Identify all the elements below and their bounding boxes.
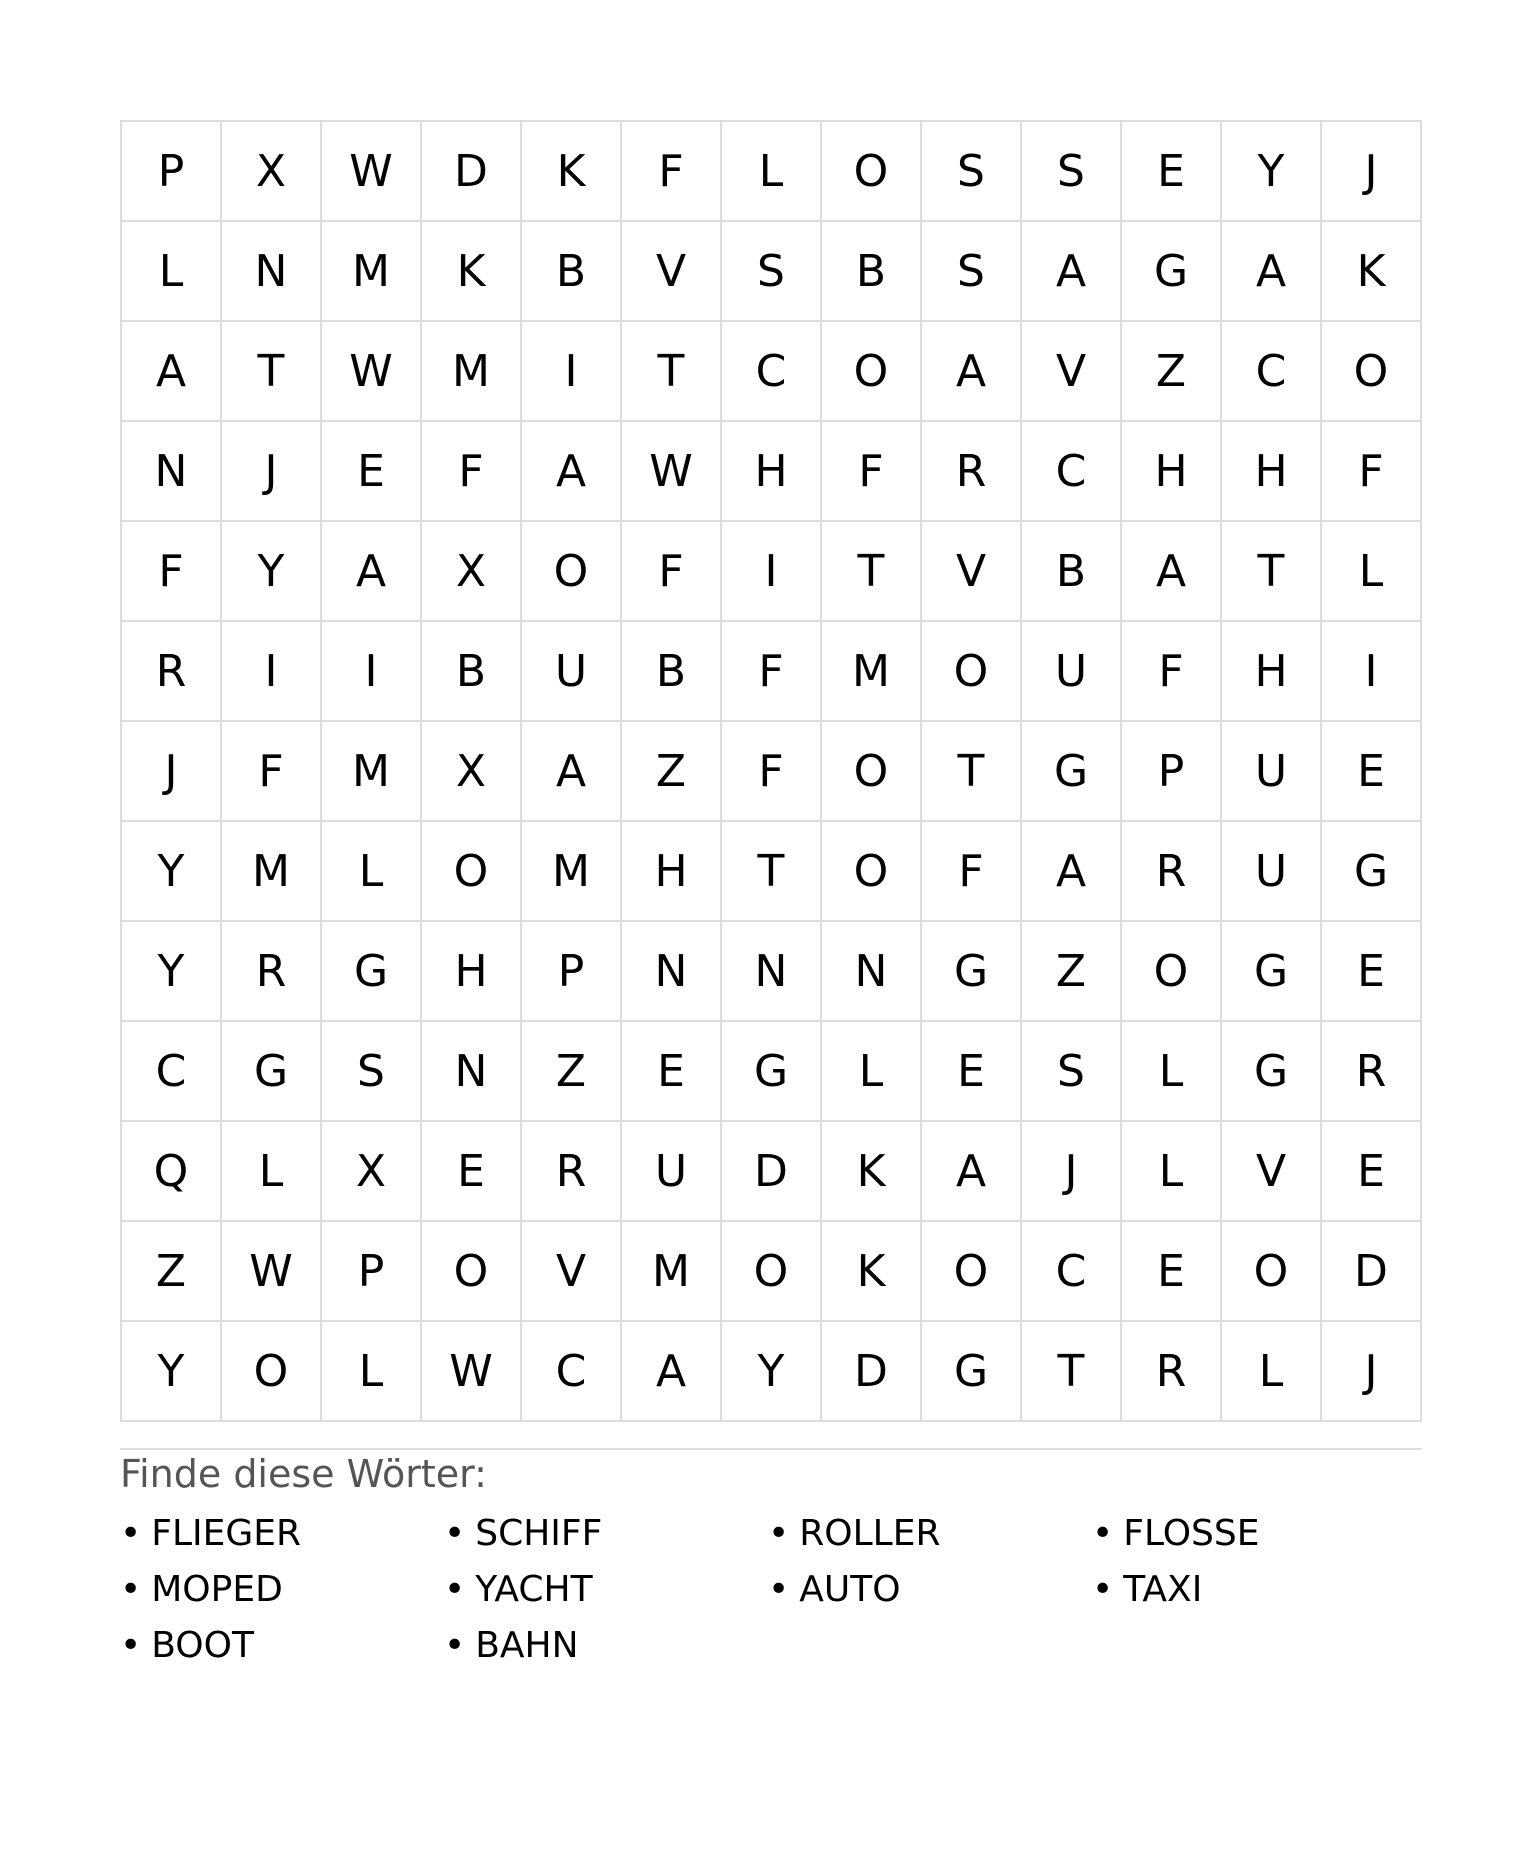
grid-cell[interactable]: Y xyxy=(1222,122,1322,222)
bullet-icon: • xyxy=(444,1569,466,1610)
bullet-icon: • xyxy=(444,1625,466,1666)
grid-cell[interactable]: X xyxy=(222,122,322,222)
grid-cell[interactable]: I xyxy=(322,622,422,722)
grid-cell[interactable]: P xyxy=(322,1222,422,1322)
word-label: BOOT xyxy=(151,1625,254,1666)
grid-cell[interactable]: N xyxy=(222,222,322,322)
grid-cell[interactable]: O xyxy=(422,822,522,922)
grid-cell[interactable]: H xyxy=(422,922,522,1022)
grid-cell[interactable]: K xyxy=(1322,222,1422,322)
grid-cell[interactable]: U xyxy=(1222,722,1322,822)
bullet-icon: • xyxy=(1092,1513,1114,1554)
grid-cell[interactable]: T xyxy=(622,322,722,422)
grid-cell[interactable]: F xyxy=(922,822,1022,922)
grid-cell[interactable]: E xyxy=(1322,1122,1422,1222)
grid-cell[interactable]: O xyxy=(822,722,922,822)
bullet-icon: • xyxy=(120,1625,142,1666)
grid-cell[interactable]: Z xyxy=(122,1222,222,1322)
word-list xyxy=(120,1510,1422,1678)
grid-cell[interactable]: A xyxy=(1122,522,1222,622)
grid-cell[interactable]: G xyxy=(1222,922,1322,1022)
grid-cell[interactable]: K xyxy=(822,1122,922,1222)
grid-cell[interactable]: C xyxy=(1022,422,1122,522)
grid-cell[interactable]: H xyxy=(1222,422,1322,522)
grid-cell[interactable]: R xyxy=(222,922,322,1022)
grid-cell[interactable]: O xyxy=(822,822,922,922)
grid-cell[interactable]: G xyxy=(322,922,422,1022)
grid-cell[interactable]: G xyxy=(922,922,1022,1022)
grid-cell[interactable]: S xyxy=(322,1022,422,1122)
grid-cell[interactable]: M xyxy=(522,822,622,922)
grid-cell[interactable]: L xyxy=(1222,1322,1322,1422)
grid-cell[interactable]: M xyxy=(822,622,922,722)
grid-cell[interactable]: K xyxy=(822,1222,922,1322)
word-label: SCHIFF xyxy=(475,1513,603,1554)
grid-cell[interactable]: R xyxy=(1322,1022,1422,1122)
grid-cell[interactable]: V xyxy=(622,222,722,322)
grid-cell[interactable]: O xyxy=(422,1222,522,1322)
grid-cell[interactable]: T xyxy=(722,822,822,922)
grid-cell[interactable]: Y xyxy=(122,822,222,922)
grid-cell[interactable]: O xyxy=(922,622,1022,722)
grid-cell[interactable]: F xyxy=(622,122,722,222)
word-list-item xyxy=(120,1622,444,1678)
grid-cell[interactable]: J xyxy=(1022,1122,1122,1222)
grid-cell[interactable]: A xyxy=(922,1122,1022,1222)
grid-cell[interactable]: E xyxy=(322,422,422,522)
grid-cell[interactable]: I xyxy=(522,322,622,422)
grid-cell[interactable]: I xyxy=(222,622,322,722)
grid-cell[interactable]: L xyxy=(822,1022,922,1122)
grid-cell[interactable]: E xyxy=(422,1122,522,1222)
grid-cell[interactable]: L xyxy=(322,822,422,922)
word-label: MOPED xyxy=(151,1569,283,1610)
word-list-item xyxy=(444,1566,768,1622)
grid-cell[interactable]: F xyxy=(1122,622,1222,722)
grid-cell[interactable]: P xyxy=(522,922,622,1022)
grid-cell[interactable]: W xyxy=(222,1222,322,1322)
grid-cell[interactable]: E xyxy=(922,1022,1022,1122)
grid-cell[interactable]: M xyxy=(222,822,322,922)
bullet-icon: • xyxy=(768,1569,790,1610)
letter-grid xyxy=(120,120,1422,1422)
grid-cell[interactable]: W xyxy=(322,322,422,422)
grid-cell[interactable]: H xyxy=(1122,422,1222,522)
grid-cell[interactable]: H xyxy=(1222,622,1322,722)
bullet-icon: • xyxy=(768,1513,790,1554)
word-list-item xyxy=(444,1510,768,1566)
grid-cell[interactable]: N xyxy=(622,922,722,1022)
grid-cell[interactable]: U xyxy=(1222,822,1322,922)
word-label: BAHN xyxy=(475,1625,579,1666)
grid-cell[interactable]: K xyxy=(422,222,522,322)
grid-cell[interactable]: P xyxy=(122,122,222,222)
grid-cell[interactable]: J xyxy=(1322,1322,1422,1422)
grid-cell[interactable]: F xyxy=(822,422,922,522)
word-label: ROLLER xyxy=(799,1513,941,1554)
grid-cell[interactable]: V xyxy=(922,522,1022,622)
grid-cell[interactable]: Y xyxy=(222,522,322,622)
grid-cell[interactable]: W xyxy=(622,422,722,522)
grid-cell[interactable]: T xyxy=(222,322,322,422)
grid-cell[interactable]: H xyxy=(622,822,722,922)
grid-cell[interactable]: E xyxy=(1322,922,1422,1022)
grid-cell[interactable]: J xyxy=(222,422,322,522)
grid-cell[interactable]: S xyxy=(1022,122,1122,222)
grid-cell[interactable]: A xyxy=(122,322,222,422)
grid-cell[interactable]: Z xyxy=(522,1022,622,1122)
grid-cell[interactable]: L xyxy=(1122,1122,1222,1222)
grid-cell[interactable]: E xyxy=(1322,722,1422,822)
grid-cell[interactable]: I xyxy=(1322,622,1422,722)
bullet-icon: • xyxy=(120,1513,142,1554)
grid-cell[interactable]: F xyxy=(622,522,722,622)
word-list-heading: Finde diese Wörter: xyxy=(120,1452,487,1496)
grid-cell[interactable]: A xyxy=(622,1322,722,1422)
grid-cell[interactable]: F xyxy=(722,622,822,722)
word-list-item xyxy=(768,1566,1092,1622)
word-label: TAXI xyxy=(1123,1569,1203,1610)
grid-cell[interactable]: T xyxy=(1022,1322,1122,1422)
grid-cell[interactable]: S xyxy=(1022,1022,1122,1122)
grid-cell[interactable]: C xyxy=(722,322,822,422)
grid-cell[interactable]: O xyxy=(1222,1222,1322,1322)
grid-cell[interactable]: Y xyxy=(722,1322,822,1422)
grid-cell[interactable]: Y xyxy=(122,922,222,1022)
grid-cell[interactable]: R xyxy=(522,1122,622,1222)
grid-cell[interactable]: W xyxy=(422,1322,522,1422)
grid-cell[interactable]: K xyxy=(522,122,622,222)
grid-cell[interactable]: A xyxy=(522,422,622,522)
grid-cell[interactable]: E xyxy=(1122,122,1222,222)
grid-cell[interactable]: B xyxy=(1022,522,1122,622)
grid-cell[interactable]: R xyxy=(1122,1322,1222,1422)
grid-cell[interactable]: G xyxy=(1322,822,1422,922)
grid-cell[interactable]: P xyxy=(1122,722,1222,822)
grid-cell[interactable]: C xyxy=(122,1022,222,1122)
grid-cell[interactable]: U xyxy=(522,622,622,722)
grid-cell[interactable]: O xyxy=(822,122,922,222)
word-list-item xyxy=(120,1566,444,1622)
grid-cell[interactable]: A xyxy=(922,322,1022,422)
grid-cell[interactable]: J xyxy=(1322,122,1422,222)
grid-cell[interactable]: B xyxy=(622,622,722,722)
grid-cell[interactable]: C xyxy=(1222,322,1322,422)
word-list-item xyxy=(1092,1566,1416,1622)
grid-cell[interactable]: Y xyxy=(122,1322,222,1422)
grid-cell[interactable]: R xyxy=(922,422,1022,522)
grid-cell[interactable]: L xyxy=(1122,1022,1222,1122)
grid-cell[interactable]: T xyxy=(822,522,922,622)
grid-cell[interactable]: L xyxy=(322,1322,422,1422)
grid-cell[interactable]: G xyxy=(222,1022,322,1122)
grid-cell[interactable]: G xyxy=(722,1022,822,1122)
grid-cell[interactable]: V xyxy=(1022,322,1122,422)
grid-cell[interactable]: L xyxy=(122,222,222,322)
grid-cell[interactable]: L xyxy=(222,1122,322,1222)
bullet-icon: • xyxy=(120,1569,142,1610)
grid-cell[interactable]: M xyxy=(322,722,422,822)
grid-cell[interactable]: A xyxy=(522,722,622,822)
word-label: YACHT xyxy=(475,1569,593,1610)
grid-cell[interactable]: S xyxy=(722,222,822,322)
grid-cell[interactable]: L xyxy=(722,122,822,222)
grid-cell[interactable]: S xyxy=(922,122,1022,222)
grid-cell[interactable]: G xyxy=(1122,222,1222,322)
word-list-item xyxy=(1092,1510,1416,1566)
grid-cell[interactable]: L xyxy=(1322,522,1422,622)
grid-cell[interactable]: O xyxy=(1322,322,1422,422)
grid-cell[interactable]: R xyxy=(122,622,222,722)
grid-cell[interactable]: H xyxy=(722,422,822,522)
grid-cell[interactable]: X xyxy=(422,722,522,822)
grid-cell[interactable]: M xyxy=(322,222,422,322)
grid-cell[interactable]: O xyxy=(522,522,622,622)
grid-cell[interactable]: U xyxy=(622,1122,722,1222)
grid-cell[interactable]: W xyxy=(322,122,422,222)
word-list-item xyxy=(768,1510,1092,1566)
grid-cell[interactable]: B xyxy=(422,622,522,722)
grid-cell[interactable]: D xyxy=(722,1122,822,1222)
grid-cell[interactable]: N xyxy=(722,922,822,1022)
grid-cell[interactable]: R xyxy=(1122,822,1222,922)
grid-cell[interactable]: F xyxy=(1322,422,1422,522)
grid-cell[interactable]: O xyxy=(1122,922,1222,1022)
grid-cell[interactable]: Q xyxy=(122,1122,222,1222)
grid-cell[interactable]: O xyxy=(822,322,922,422)
grid-cell[interactable]: M xyxy=(422,322,522,422)
grid-cell[interactable]: G xyxy=(1222,1022,1322,1122)
grid-cell[interactable]: O xyxy=(722,1222,822,1322)
grid-cell[interactable]: N xyxy=(122,422,222,522)
grid-cell[interactable]: A xyxy=(1222,222,1322,322)
word-label: FLIEGER xyxy=(151,1513,302,1554)
grid-cell[interactable]: X xyxy=(322,1122,422,1222)
word-label: FLOSSE xyxy=(1123,1513,1260,1554)
grid-cell[interactable]: B xyxy=(522,222,622,322)
bullet-icon: • xyxy=(1092,1569,1114,1610)
grid-cell[interactable]: O xyxy=(922,1222,1022,1322)
grid-cell[interactable]: Z xyxy=(622,722,722,822)
grid-cell[interactable]: Z xyxy=(1122,322,1222,422)
grid-cell[interactable]: Z xyxy=(1022,922,1122,1022)
grid-cell[interactable]: V xyxy=(1222,1122,1322,1222)
grid-cell[interactable]: T xyxy=(922,722,1022,822)
grid-cell[interactable]: F xyxy=(222,722,322,822)
grid-cell[interactable]: O xyxy=(222,1322,322,1422)
grid-cell[interactable]: D xyxy=(422,122,522,222)
grid-cell[interactable]: G xyxy=(1022,722,1122,822)
grid-cell[interactable]: D xyxy=(822,1322,922,1422)
grid-cell[interactable]: N xyxy=(822,922,922,1022)
grid-cell[interactable]: S xyxy=(922,222,1022,322)
grid-cell[interactable]: N xyxy=(422,1022,522,1122)
grid-cell[interactable]: F xyxy=(722,722,822,822)
grid-cell[interactable]: D xyxy=(1322,1222,1422,1322)
grid-cell[interactable]: A xyxy=(1022,822,1122,922)
grid-cell[interactable]: X xyxy=(422,522,522,622)
grid-cell[interactable]: C xyxy=(1022,1222,1122,1322)
word-list-item xyxy=(120,1510,444,1566)
grid-cell[interactable]: E xyxy=(622,1022,722,1122)
grid-cell[interactable]: U xyxy=(1022,622,1122,722)
grid-cell[interactable]: A xyxy=(1022,222,1122,322)
grid-cell[interactable]: A xyxy=(322,522,422,622)
grid-cell[interactable]: F xyxy=(122,522,222,622)
grid-cell[interactable]: V xyxy=(522,1222,622,1322)
grid-cell[interactable]: I xyxy=(722,522,822,622)
grid-cell[interactable]: J xyxy=(122,722,222,822)
grid-cell[interactable]: G xyxy=(922,1322,1022,1422)
word-list-item xyxy=(444,1622,768,1678)
bullet-icon: • xyxy=(444,1513,466,1554)
grid-cell[interactable]: F xyxy=(422,422,522,522)
word-label: AUTO xyxy=(799,1569,901,1610)
grid-cell[interactable]: C xyxy=(522,1322,622,1422)
grid-cell[interactable]: M xyxy=(622,1222,722,1322)
grid-cell[interactable]: B xyxy=(822,222,922,322)
grid-cell[interactable]: T xyxy=(1222,522,1322,622)
grid-cell[interactable]: E xyxy=(1122,1222,1222,1322)
